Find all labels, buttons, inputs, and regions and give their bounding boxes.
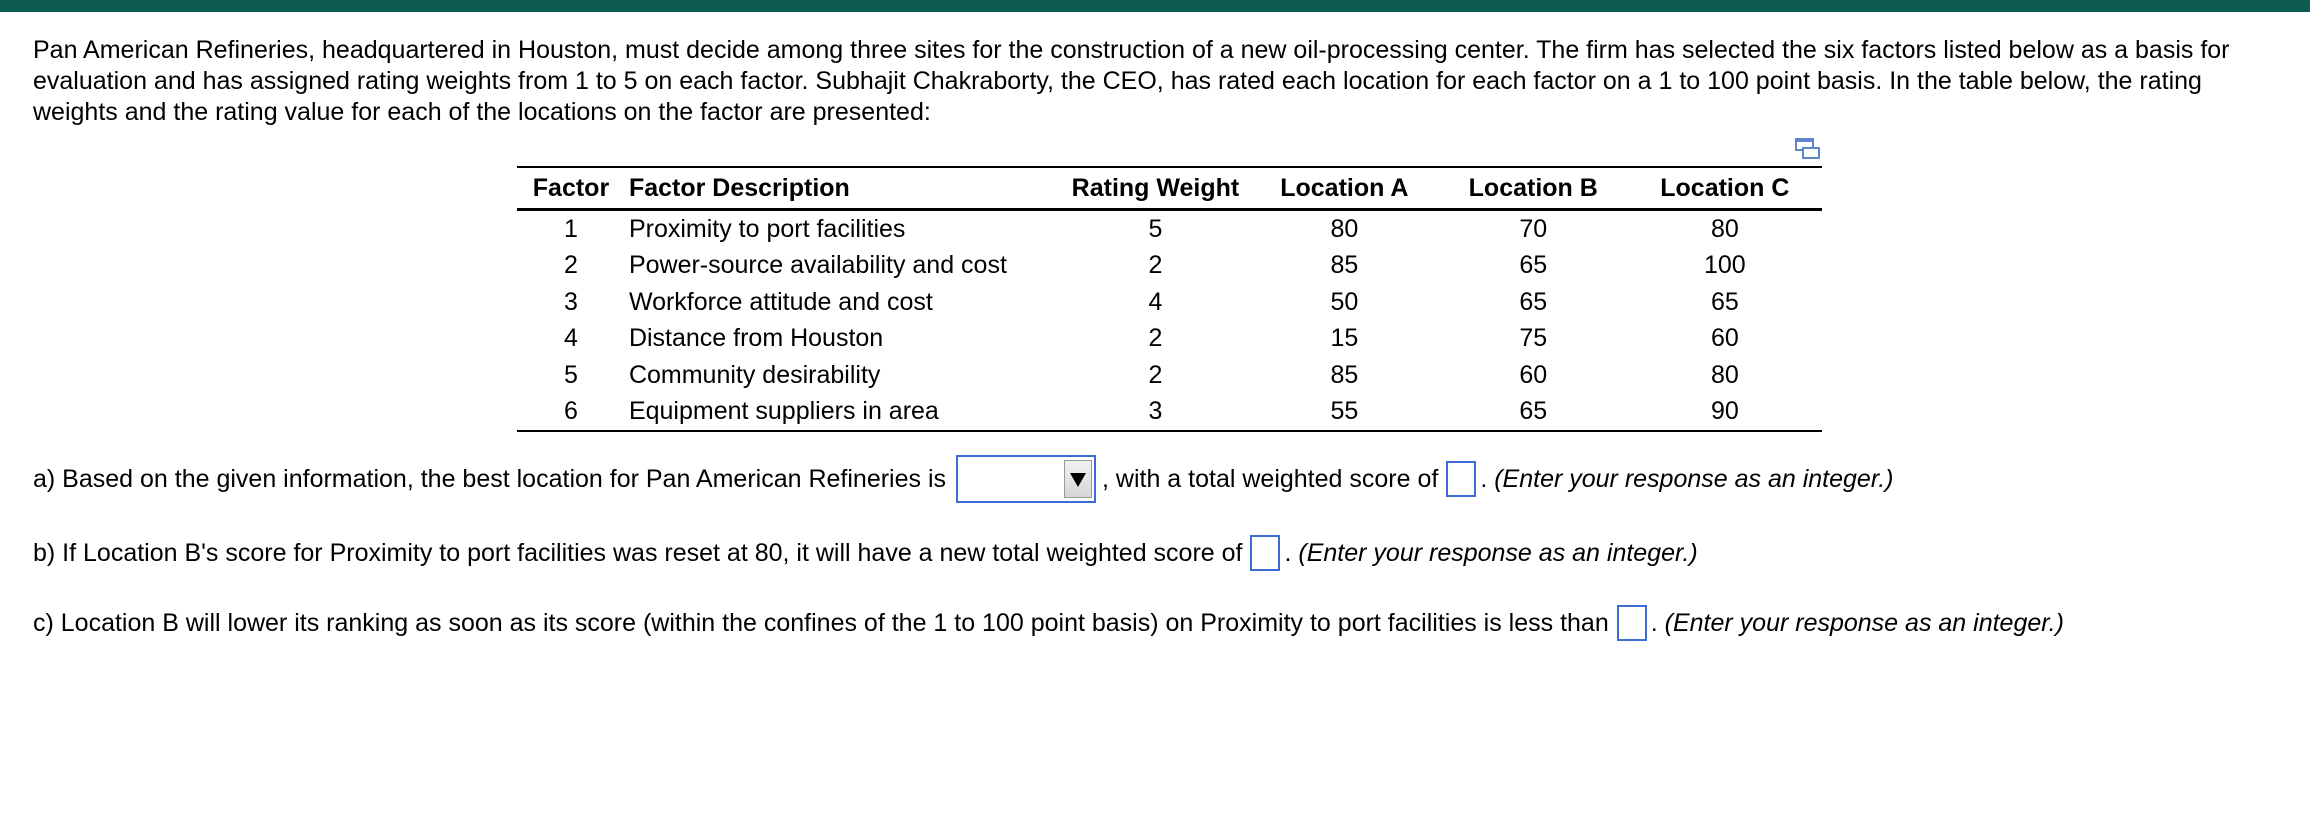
question-b-hint: (Enter your response as an integer.) (1298, 538, 1698, 567)
total-weighted-score-input[interactable] (1446, 461, 1476, 497)
question-c-text: c) Location B will lower its ranking as soon as its score (within the confines of the 1 to 100 point basis) on Proximity to port facilities is less than (33, 608, 1609, 637)
question-c-hint: (Enter your response as an integer.) (1664, 608, 2064, 637)
cell-location-c: 90 (1628, 394, 1822, 432)
cell-location-b: 75 (1519, 324, 1548, 353)
cell-location-c: 80 (1710, 214, 1739, 243)
cell-weight: 2 (1148, 324, 1163, 353)
cell-weight: 3 (1061, 394, 1250, 432)
best-location-dropdown[interactable] (956, 455, 1096, 503)
cell-description: Equipment suppliers in area (625, 394, 1061, 432)
dropdown-arrow-button[interactable] (1064, 460, 1092, 498)
cell-location-a: 80 (1330, 214, 1359, 243)
cell-location-a: 85 (1330, 360, 1359, 389)
header-factor: Factor (517, 167, 625, 210)
cell-location-b: 60 (1519, 360, 1548, 389)
cell-description: Power-source availability and cost (628, 251, 1007, 280)
top-bar (0, 0, 2310, 12)
table-row (517, 248, 1822, 285)
cell-factor: 3 (564, 287, 578, 316)
cell-location-c: 65 (1710, 287, 1739, 316)
problem-statement: Pan American Refineries, headquartered in Houston, must decide among three sites for the construction of a new oil-processing center. The firm has selected the six factors listed below as a basis for evaluation and has assigned rating weights from 1 to 5 on each factor. Subhajit Chakraborty, the CEO, has rated each location for each factor on a 1 to 100 point basis. In the table below, the rating weights and the rating value for each of the locations on the factor are presented: (33, 36, 2230, 126)
header-location-c: Location C (1628, 167, 1822, 210)
header-location-b: Location B (1439, 167, 1628, 210)
cell-weight: 2 (1148, 251, 1163, 280)
cell-location-c: 80 (1710, 360, 1739, 389)
table-row (517, 284, 1822, 321)
table-row (517, 321, 1822, 358)
cell-location-b: 65 (1519, 287, 1548, 316)
table-row (517, 357, 1822, 394)
cell-location-b: 65 (1439, 394, 1628, 432)
cell-factor: 5 (564, 360, 578, 389)
table-header-row (517, 167, 1822, 210)
cell-description: Proximity to port facilities (628, 214, 906, 243)
header-rating-weight: Rating Weight (1061, 167, 1250, 210)
cell-factor: 6 (517, 394, 625, 432)
header-factor-description: Factor Description (625, 167, 1061, 210)
question-a-period: . (1480, 464, 1488, 493)
cell-location-c: 100 (1703, 251, 1746, 280)
cell-location-b: 65 (1519, 251, 1548, 280)
table-row (517, 394, 1822, 432)
cell-location-a: 55 (1250, 394, 1439, 432)
popout-window-icon[interactable] (1795, 138, 1821, 160)
cell-factor: 2 (564, 251, 578, 280)
cell-factor: 1 (564, 214, 578, 243)
question-a-hint: (Enter your response as an integer.) (1494, 464, 1894, 493)
cell-weight: 5 (1148, 214, 1163, 243)
question-b-period: . (1284, 538, 1292, 567)
cell-description: Distance from Houston (628, 324, 884, 353)
cell-weight: 4 (1148, 287, 1163, 316)
table-row (517, 210, 1822, 248)
cell-factor: 4 (564, 324, 578, 353)
question-a-middle-text: , with a total weighted score of (1102, 464, 1439, 493)
cell-location-a: 15 (1330, 324, 1359, 353)
new-weighted-score-input[interactable] (1250, 535, 1280, 571)
question-a-text: a) Based on the given information, the best location for Pan American Refineries is (33, 464, 947, 493)
header-location-a: Location A (1250, 167, 1439, 210)
cell-weight: 2 (1148, 360, 1163, 389)
factor-rating-table (517, 166, 1822, 432)
question-b-text: b) If Location B's score for Proximity to port facilities was reset at 80, it will have a new total weighted score of (33, 538, 1243, 567)
question-c-period: . (1650, 608, 1658, 637)
question-c (33, 603, 2064, 643)
cell-description: Community desirability (628, 360, 881, 389)
triangle-down-icon (1069, 472, 1087, 488)
cell-location-c: 60 (1710, 324, 1739, 353)
threshold-score-input[interactable] (1617, 605, 1647, 641)
question-b (33, 533, 1698, 573)
cell-location-a: 50 (1330, 287, 1359, 316)
cell-location-a: 85 (1330, 251, 1359, 280)
cell-location-b: 70 (1519, 214, 1548, 243)
question-a (33, 453, 1894, 505)
cell-description: Workforce attitude and cost (628, 287, 933, 316)
